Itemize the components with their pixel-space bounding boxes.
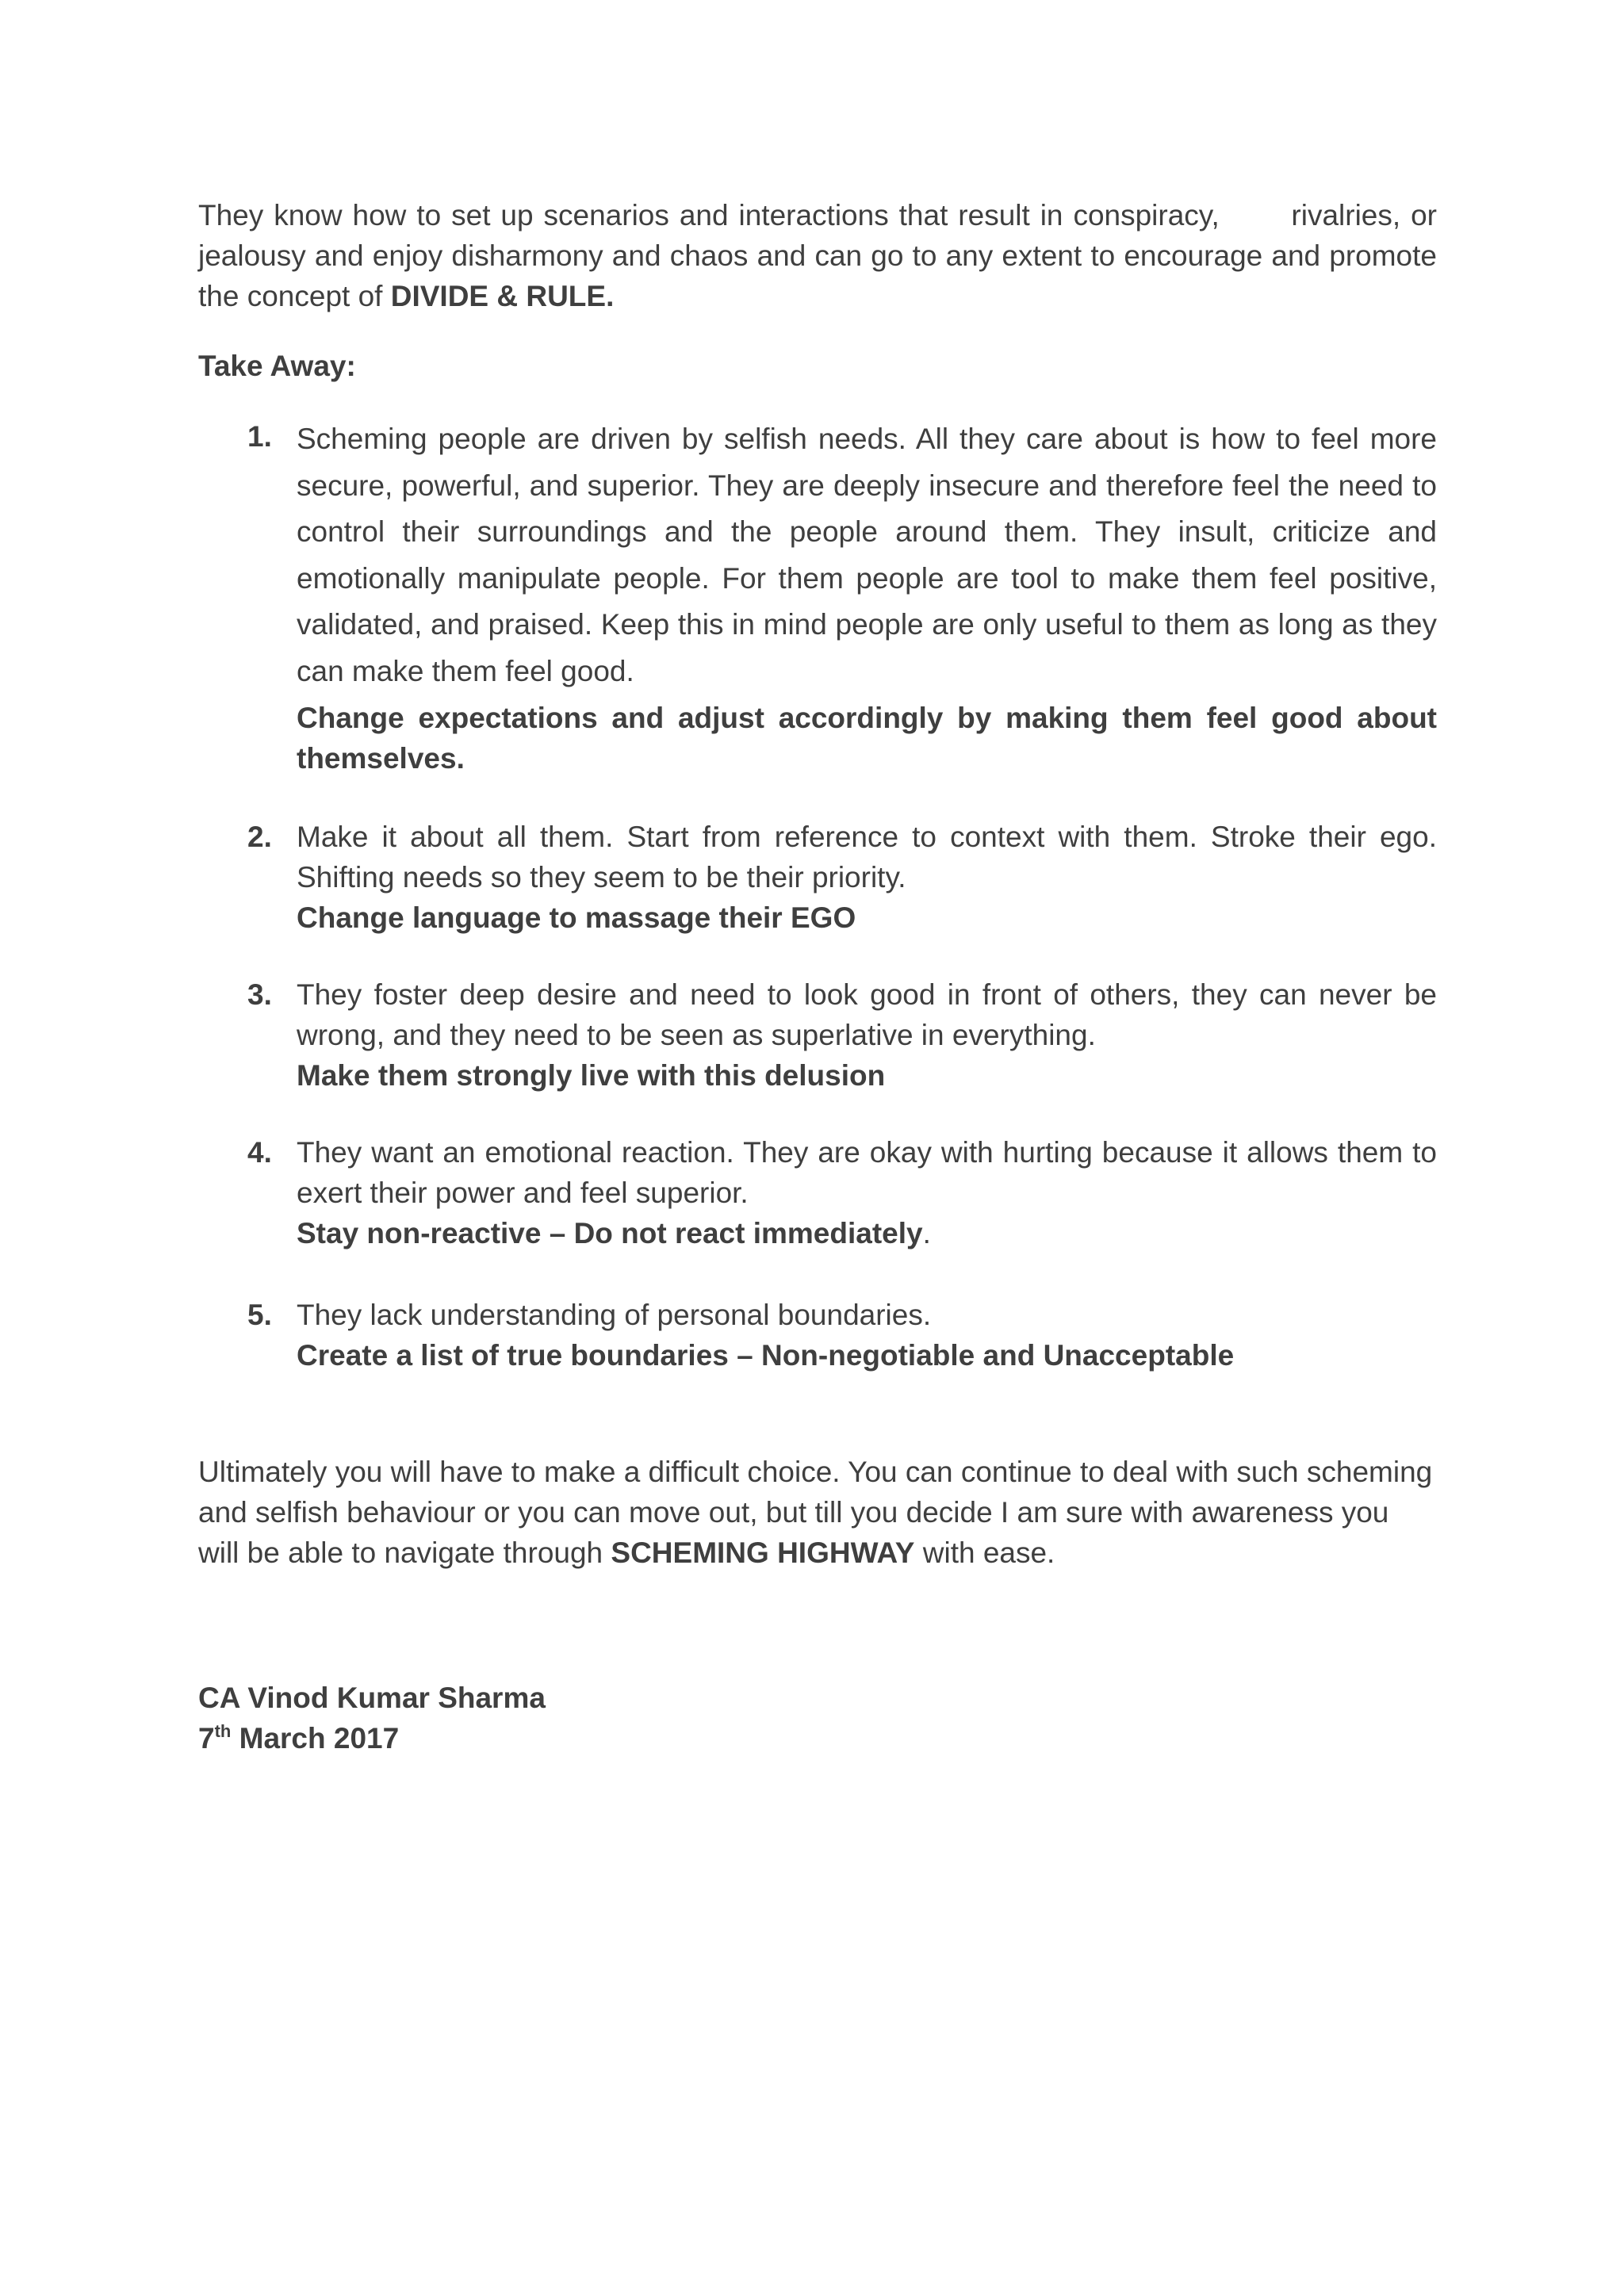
list-item: [198, 817, 1437, 938]
item-number: 4.: [247, 1136, 272, 1169]
item-action: [297, 897, 1437, 938]
item-text: They lack understanding of personal boundaries.: [297, 1299, 932, 1331]
item-action-suffix: .: [922, 1217, 931, 1249]
item-text: Make it about all them. Start from reference to context with them. Stroke their ego. Shifting needs so they seem to be their priority.: [297, 821, 1437, 894]
item-text: Scheming people are driven by selfish needs. All they care about is how to feel more secure, powerful, and superior. They are deeply insecure and therefore feel the need to control their surroundings and the people around them. They insult, criticize and emotionally manipulate people. For them people are tool to make them feel positive, validated, and praised. Keep this in mind people are only useful to them as long as they can make them feel good.: [297, 423, 1437, 687]
item-number: 1.: [247, 420, 272, 453]
item-action: [297, 1213, 1437, 1253]
item-number: 5.: [247, 1299, 272, 1331]
signature-date: [198, 1718, 1437, 1758]
list-item: [198, 416, 1437, 779]
item-number: 3.: [247, 978, 272, 1011]
list-item: [198, 974, 1437, 1096]
item-action-text: Change language to massage their EGO: [297, 901, 856, 934]
takeaway-list: [198, 416, 1437, 1376]
date-month-year: March 2017: [231, 1722, 400, 1755]
item-action: [297, 1335, 1437, 1376]
item-text: They foster deep desire and need to look good in front of others, they can never be wrong, and they need to be seen as superlative in everything.: [297, 978, 1437, 1051]
signature-block: [198, 1678, 1437, 1758]
conclusion-paragraph: [198, 1452, 1437, 1573]
document-page: [198, 195, 1437, 1758]
conclusion-text-end: with ease.: [914, 1536, 1055, 1569]
intro-text: They know how to set up scenarios and interactions that result in conspiracy, rivalries, or jealousy and enjoy disharmony and chaos and can go to any extent to encourage and promote the concept of: [198, 199, 1437, 312]
intro-paragraph: [198, 195, 1437, 316]
item-action-text: Make them strongly live with this delusion: [297, 1059, 886, 1092]
item-number: 2.: [247, 821, 272, 853]
item-action: [297, 1055, 1437, 1096]
author-name: CA Vinod Kumar Sharma: [198, 1682, 546, 1714]
list-item: [198, 1132, 1437, 1253]
date-day-suffix: th: [214, 1721, 232, 1741]
date-day: 7: [198, 1722, 215, 1755]
list-item: [198, 1295, 1437, 1376]
intro-emphasis: DIVIDE & RULE.: [390, 280, 615, 312]
item-action-text: Create a list of true boundaries – Non-negotiable and Unacceptable: [297, 1339, 1235, 1372]
item-action-text: Change expectations and adjust accordingly by making them feel good about themselves.: [297, 702, 1437, 775]
item-action-text: Stay non-reactive – Do not react immediately: [297, 1217, 923, 1249]
conclusion-emphasis: SCHEMING HIGHWAY: [611, 1536, 915, 1569]
item-action: [297, 698, 1437, 779]
item-text: They want an emotional reaction. They are okay with hurting because it allows them to exert their power and feel superior.: [297, 1136, 1437, 1209]
conclusion-text: Ultimately you will have to make a difficult choice. You can continue to deal with such scheming and selfish behaviour or you can move out, but till you decide I am sure with awareness you will be able to navigate through: [198, 1456, 1433, 1569]
takeaway-heading: Take Away:: [198, 350, 356, 382]
